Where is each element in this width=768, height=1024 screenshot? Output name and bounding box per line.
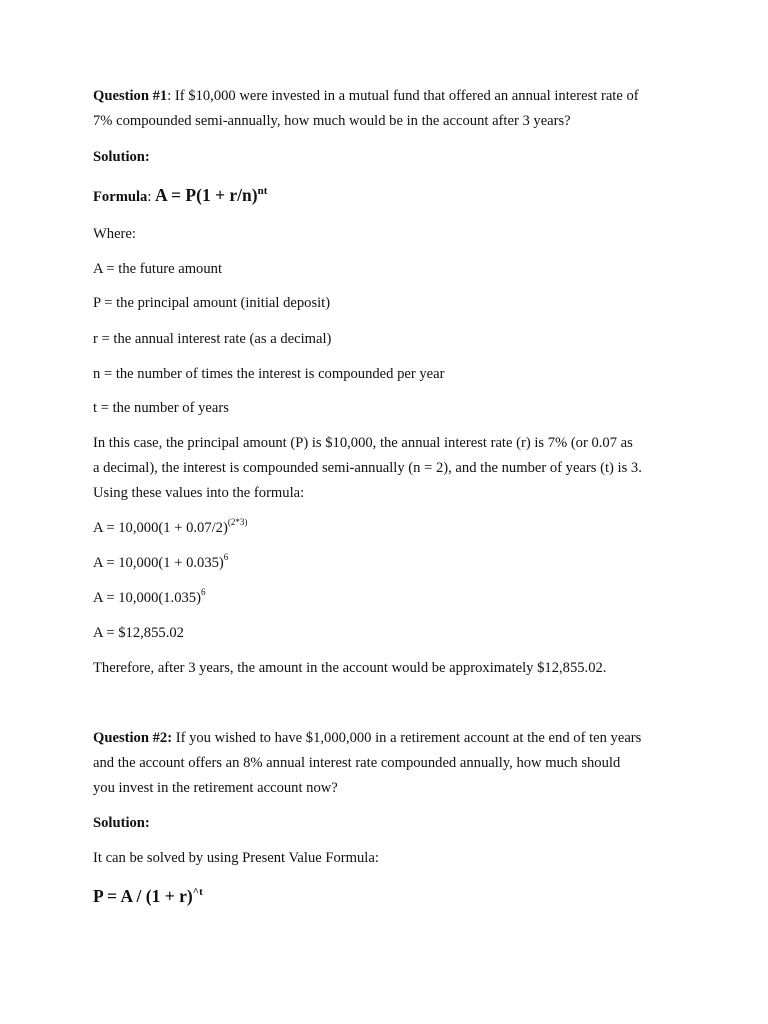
calculation-step-2 <box>93 551 228 576</box>
calculation-step-1 <box>93 516 247 541</box>
pv-formula-exponent: ^t <box>192 886 203 899</box>
question-1-text-1: : If $10,000 were invested in a mutual fund that offered an annual interest rate of <box>167 88 639 104</box>
where-label: Where: <box>93 226 136 242</box>
question-1-solution-heading: Solution: <box>93 149 150 165</box>
calculation-step-3 <box>93 586 205 611</box>
question-1-formula <box>93 183 267 210</box>
calc-1-exponent: (2*3) <box>227 517 248 528</box>
question-2-intro: It can be solved by using Present Value Formula: <box>93 850 379 866</box>
explanation-line-3: Using these values into the formula: <box>93 485 305 501</box>
question-2-text-1: If you wished to have $1,000,000 in a retirement account at the end of ten years <box>172 730 642 746</box>
calc-2-exponent: 6 <box>223 552 229 563</box>
question-1-line-2: 7% compounded semi-annually, how much would be in the account after 3 years? <box>93 113 571 129</box>
explanation-line-1: In this case, the principal amount (P) is $10,000, the annual interest rate (r) is 7% (or 0.07 as <box>93 435 633 451</box>
question-2-line-2: and the account offers an 8% annual interest rate compounded annually, how much should <box>93 755 621 771</box>
definition-r: r = the annual interest rate (as a decimal) <box>93 331 332 347</box>
question-2-solution-heading: Solution: <box>93 815 150 831</box>
calc-3-exponent: 6 <box>200 587 206 598</box>
formula-colon: : <box>147 189 156 205</box>
formula-exponent: nt <box>257 185 268 198</box>
question-2-line-3: you invest in the retirement account now? <box>93 780 338 796</box>
formula-label: Formula <box>93 189 148 205</box>
question-1-label: Question #1 <box>93 88 168 104</box>
calc-1-base: A = 10,000(1 + 0.07/2) <box>93 520 228 536</box>
calculation-result: A = $12,855.02 <box>93 625 184 641</box>
question-1-line-1 <box>93 84 639 109</box>
formula-expression: A = P(1 + r/n) <box>155 185 258 205</box>
definition-a: A = the future amount <box>93 261 223 277</box>
definition-p: P = the principal amount (initial deposit) <box>93 295 331 311</box>
question-1-conclusion: Therefore, after 3 years, the amount in the account would be approximately $12,855.02. <box>93 660 607 676</box>
question-2-line-1 <box>93 726 641 751</box>
calc-3-base: A = 10,000(1.035) <box>93 590 201 606</box>
definition-n: n = the number of times the interest is compounded per year <box>93 366 445 382</box>
calc-2-base: A = 10,000(1 + 0.035) <box>93 555 224 571</box>
question-2-label: Question #2: <box>93 730 173 746</box>
present-value-formula <box>93 884 203 911</box>
explanation-line-2: a decimal), the interest is compounded semi-annually (n = 2), and the number of years (t) is 3. <box>93 460 642 476</box>
definition-t: t = the number of years <box>93 400 229 416</box>
pv-formula-expression: P = A / (1 + r) <box>93 886 193 906</box>
